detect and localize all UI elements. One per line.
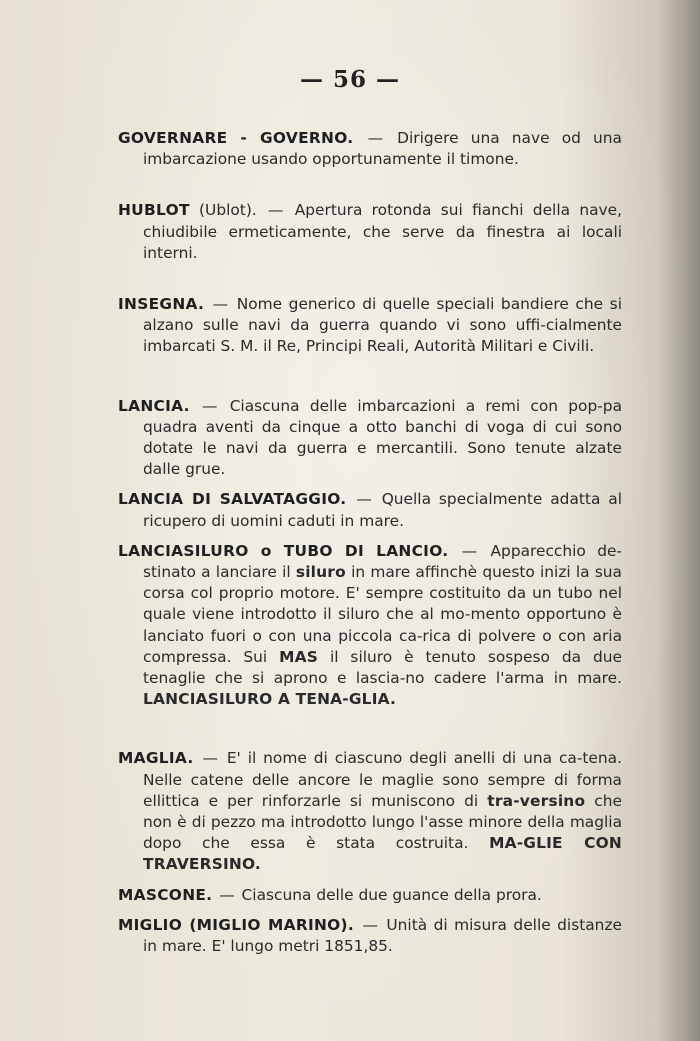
cross-reference: MAS bbox=[279, 647, 319, 666]
entry-term: GOVERNARE - GOVERNO. bbox=[118, 129, 354, 147]
entry-term: MAGLIA. bbox=[118, 749, 194, 768]
entry-definition: Quella specialmente adatta al ricupero di uomini caduti in mare. bbox=[143, 490, 622, 530]
entry-definition: Ciascuna delle imbarcazioni a remi con pop-pa quadra aventi da cinque a otto banchi di voga di cui sono dotate le navi da guerra e mercantili. Sono tenute alzate dalle grue. bbox=[143, 396, 622, 479]
entry-term: LANCIA. bbox=[118, 396, 190, 415]
entry-definition: E' il nome di ciascuno degli anelli di una ca-tena. Nelle catene delle ancore le maglie sono sempre di forma ellittica e per rinforzarle si muniscono di bbox=[143, 749, 622, 810]
entry-definition: Unità di misura delle distanze in mare. E' lungo metri 1851,85. bbox=[143, 915, 622, 956]
entry-definition: Nome generico di quelle speciali bandiere che si alzano sulle navi da guerra quando vi sono uffi-cialmente imbarcati S. M. il Re, Principi Reali, Autorità Militari e Civili. bbox=[143, 295, 622, 356]
entry-term: MIGLIO (MIGLIO MARINO). bbox=[118, 915, 355, 934]
entry-dash: — bbox=[219, 885, 235, 904]
entry-mascone bbox=[118, 885, 622, 906]
entry-lancia-di-salvataggio bbox=[118, 489, 622, 531]
entry-definition: Ciascuna delle due guance della prora. bbox=[241, 885, 542, 904]
entry-lanciasiluro bbox=[118, 541, 622, 711]
entry-miglio bbox=[118, 915, 622, 957]
entry-dash: — bbox=[461, 541, 478, 560]
entry-definition: Apertura rotonda sui fianchi della nave, chiudibile ermeticamente, che serve da finestra ai locali interni. bbox=[143, 201, 622, 262]
entry-term: LANCIA DI SALVATAGGIO. bbox=[118, 490, 347, 509]
cross-reference: MA-GLIE CON TRAVERSINO. bbox=[143, 834, 622, 874]
cross-reference: siluro bbox=[295, 563, 346, 582]
entry-definition: il siluro è tenuto sospeso da due tenaglie che si aprono e lascia-no cadere l'arma in mare. bbox=[143, 647, 622, 688]
cross-reference: tra-versino bbox=[487, 791, 586, 810]
entry-dash: — bbox=[356, 490, 372, 509]
entry-term: MASCONE. bbox=[118, 885, 213, 904]
entry-governare bbox=[118, 128, 622, 170]
entry-hublot bbox=[118, 200, 622, 264]
entry-definition: Dirigere una nave od una imbarcazione usando opportunamente il timone. bbox=[143, 129, 622, 169]
entry-dash: — bbox=[362, 915, 378, 934]
entry-definition: che non è di pezzo ma introdotto lungo l'asse minore della maglia dopo che essa è stata costruita. bbox=[143, 791, 622, 853]
entry-dash: — bbox=[202, 749, 218, 768]
entry-maglia bbox=[118, 748, 622, 875]
entry-insegna bbox=[118, 294, 622, 358]
glossary-entries bbox=[118, 128, 622, 957]
cross-reference: LANCIASILURO A TENA-GLIA. bbox=[143, 690, 397, 709]
entry-definition: in mare affinchè questo inizi la sua corsa col proprio motore. E' sempre costituito da un tubo nel quale viene introdotto il siluro che al mo-mento opportuno è lanciato fuori o con una piccola ca-rica di polvere o con aria compressa. Sui bbox=[143, 563, 622, 666]
entry-dash: — bbox=[202, 396, 218, 415]
entry-term: HUBLOT bbox=[118, 201, 190, 220]
entry-dash: — bbox=[367, 129, 383, 147]
entry-dash: — bbox=[268, 201, 284, 220]
entry-term: LANCIASILURO o TUBO DI LANCIO. bbox=[118, 541, 449, 560]
entry-definition: Apparecchio de-stinato a lanciare il bbox=[143, 541, 622, 582]
page-number: — 56 — bbox=[299, 66, 401, 93]
entry-lancia bbox=[118, 396, 622, 481]
entry-term-note: (Ublot). bbox=[189, 201, 257, 220]
entry-term: INSEGNA. bbox=[118, 295, 205, 314]
entry-dash: — bbox=[212, 295, 229, 314]
